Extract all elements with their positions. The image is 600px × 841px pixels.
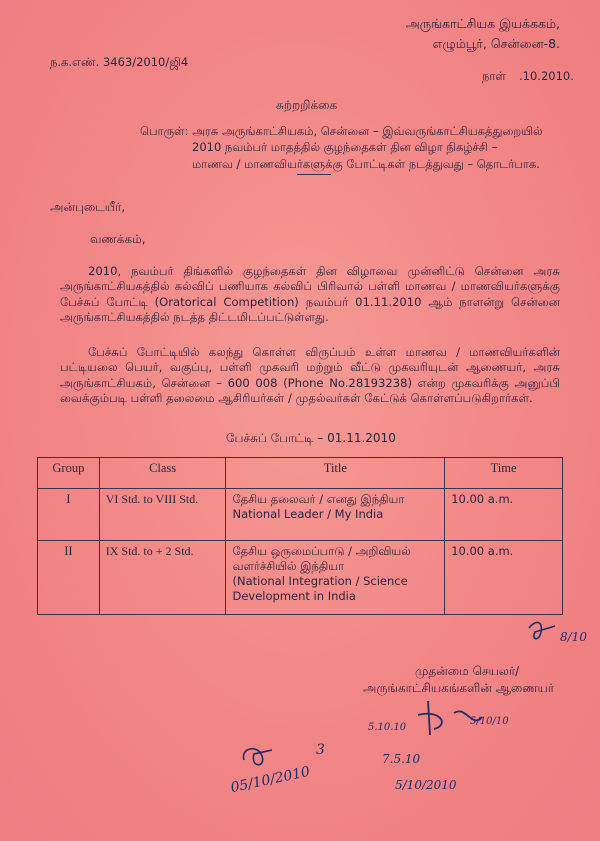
- class-cell: IX Std. to + 2 Std.: [99, 541, 226, 615]
- title-cell: [226, 541, 445, 615]
- reference-number: ந.க.எண். 3463/2010/ஜி4: [50, 55, 189, 69]
- column-header: Group: [38, 458, 100, 489]
- salutation: அன்புடையீர்,: [50, 200, 126, 214]
- title-english: National Leader / My India: [232, 507, 384, 521]
- office-address: எழும்பூர், சென்னை-8.: [432, 36, 560, 51]
- subject-line-1: பொருள்: அரசு அருங்காட்சியகம், சென்னை – இவ்வருங்காட்சியகத்துறையில்: [140, 124, 543, 138]
- office-name: அருங்காட்சியக இயக்ககம்,: [405, 16, 560, 31]
- group-cell: I: [38, 489, 100, 541]
- table-caption: பேச்சுப் போட்டி – 01.11.2010: [226, 431, 396, 445]
- class-cell: VI Std. to VIII Std.: [99, 489, 226, 541]
- divider: [297, 174, 331, 175]
- title-tamil: தேசிய ஒருமைப்பாடு / அறிவியல்: [232, 544, 411, 558]
- table-header-row: [38, 458, 563, 489]
- handwritten-note: 5/10/10: [470, 716, 509, 727]
- greeting: வணக்கம்,: [90, 232, 146, 246]
- handwritten-note: 7.5.10: [382, 752, 421, 766]
- body-paragraph-1: 2010, நவம்பர் திங்களில் குழந்தைகள் தின விழாவை முன்னிட்டு சென்னை அரசு அருங்காட்சியகத்தில் கல்விப் பணியாக கல்விப் பிரிவால் பள்ளி மாணவ / மாணவியர்களுக்கு பேச்சுப் போட்டி (Oratorical Competition) நவம்பர் 01.11.2010 ஆம் நாளன்று சென்னை அருங்காட்சியகத்தில் நடத்த திட்டமிடப்பட்டுள்ளது.: [60, 264, 560, 325]
- signatory-office: அருங்காட்சியகங்களின் ஆணையர்: [363, 681, 555, 695]
- handwritten-note: 8/10: [560, 630, 587, 644]
- title-tamil: தேசிய தலைவர் / எனது இந்தியா: [232, 492, 405, 506]
- handwritten-note: 3: [316, 742, 325, 758]
- column-header: Class: [99, 458, 226, 489]
- date-value: .10.2010.: [519, 69, 574, 83]
- handwritten-initials-mark: [238, 742, 278, 772]
- handwritten-note: 5/10/2010: [395, 778, 457, 792]
- time-cell: 10.00 a.m.: [445, 489, 563, 541]
- title-tamil: வளர்ச்சியில் இந்தியா: [232, 559, 345, 573]
- body-paragraph-2: பேச்சுப் போட்டியில் கலந்து கொள்ள விருப்பம் உள்ள மாணவ / மாணவியர்களின் பட்டியலை பெயர், வகுப்பு, பள்ளி முகவரி மற்றும் வீட்டு முகவரியுடன் ஆணையர், அரசு அருங்காட்சியகம், சென்னை – 600 008 (Phone No.28193238) என்ற முகவரிக்கு அனுப்பி வைக்கும்படி பள்ளி தலைமை ஆசிரியர்கள் / முதல்வர்கள் கேட்டுக் கொள்ளப்படுகிறார்கள்.: [60, 345, 560, 406]
- date-label: நாள்: [482, 69, 506, 83]
- subject-line-2: 2010 நவம்பர் மாதத்தில் குழந்தைகள் தின விழா நிகழ்ச்சி –: [192, 140, 498, 154]
- handwritten-note: 05/10/2010: [229, 763, 312, 797]
- competition-table: [37, 457, 563, 615]
- subject-line-3: மாணவ / மாணவியர்களுக்கு போட்டிகள் நடத்துவது – தொடர்பாக.: [192, 157, 540, 171]
- title-cell: [226, 489, 445, 541]
- table-row: [38, 489, 563, 541]
- table-row: [38, 541, 563, 615]
- signatory-title: முதன்மை செயலர்/: [415, 664, 520, 678]
- column-header: Title: [226, 458, 445, 489]
- group-cell: II: [38, 541, 100, 615]
- circular-heading: சுற்றறிக்கை: [276, 98, 338, 112]
- handwritten-note: 5.10.10: [368, 722, 407, 733]
- title-english: (National Integration / Science: [232, 574, 408, 588]
- column-header: Time: [445, 458, 563, 489]
- title-english: Development in India: [232, 589, 356, 603]
- time-cell: 10.00 a.m.: [445, 541, 563, 615]
